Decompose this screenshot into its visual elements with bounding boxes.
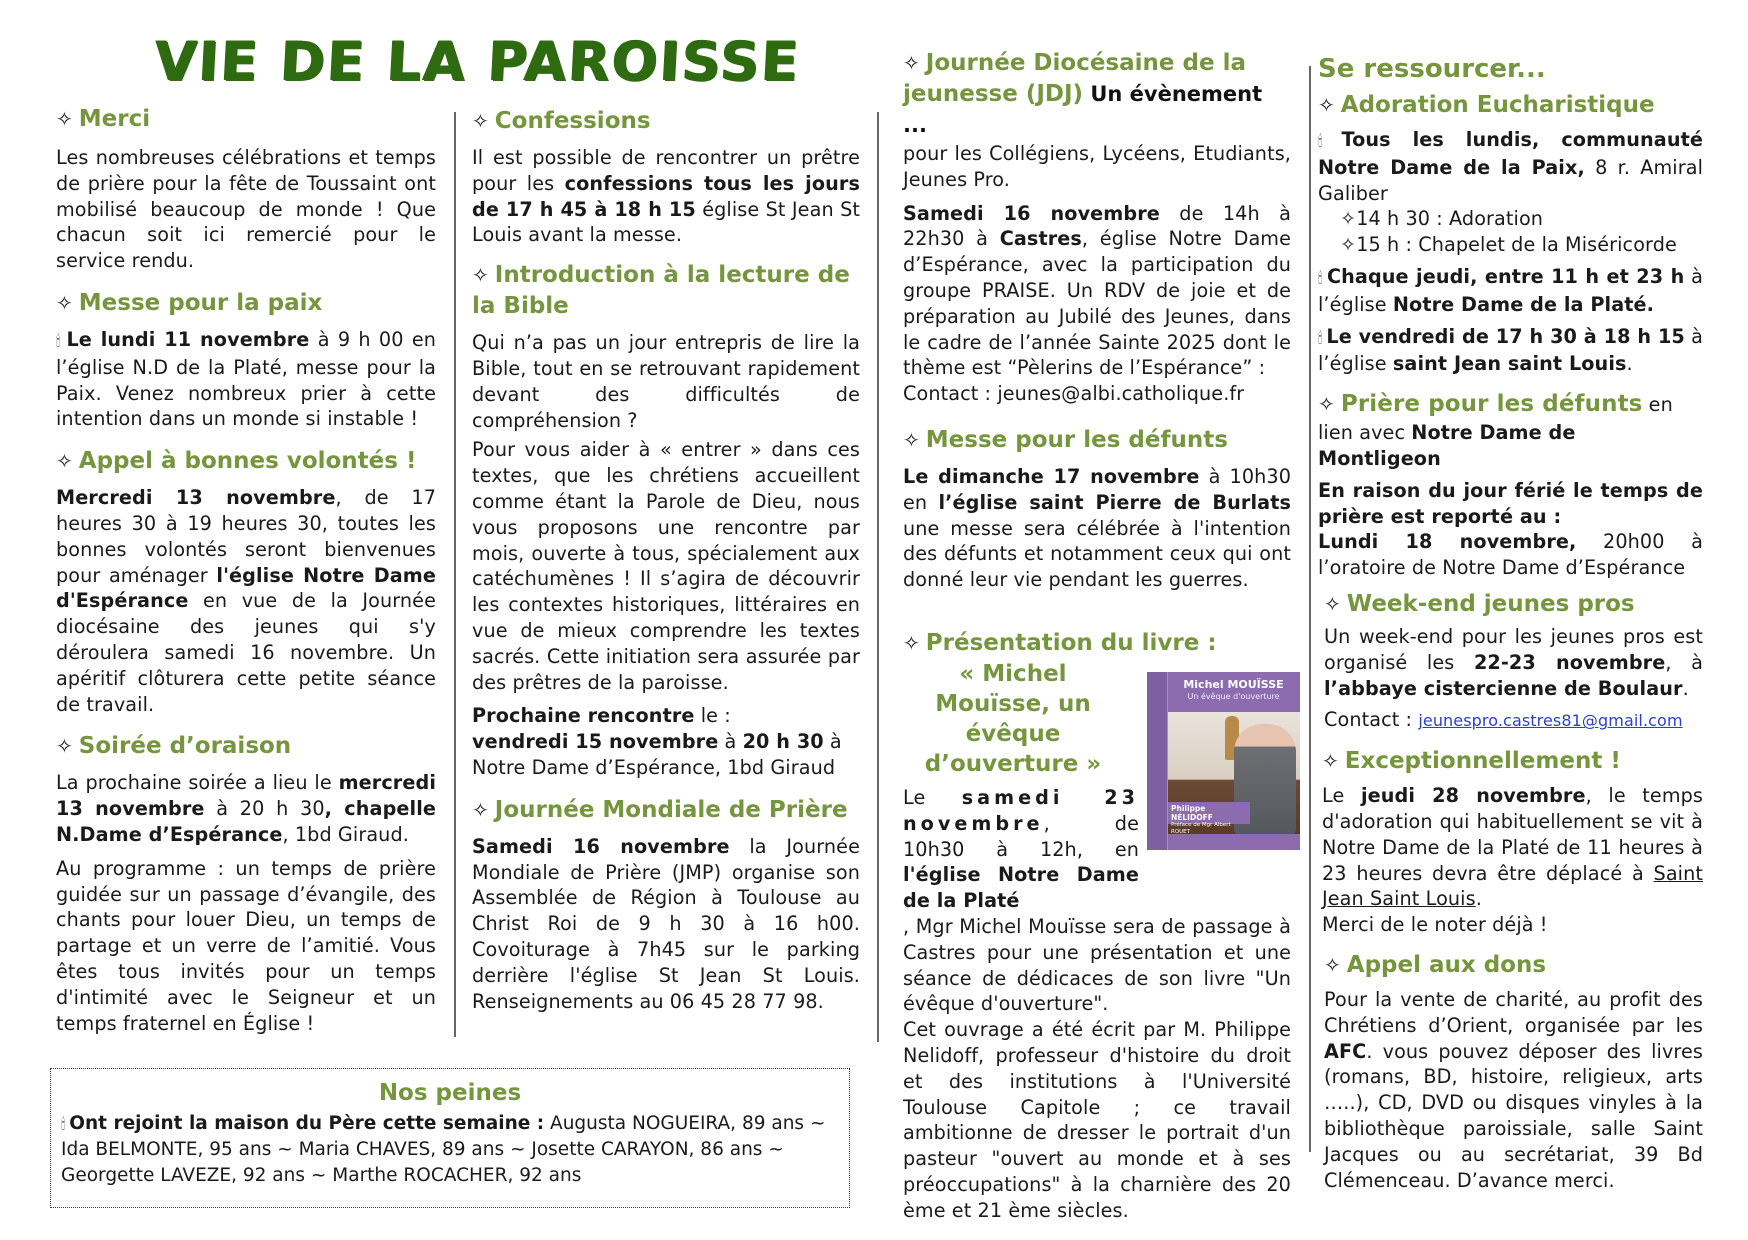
- candle-icon: 🕯: [56, 331, 63, 350]
- bible-intro: Qui n’a pas un jour entrepris de lire la Bible, tout en se retrouvant rapidement devant des difficultés de compréhension ?: [472, 331, 860, 432]
- merci-text: Les nombreuses célébrations et temps de prière pour la fête de Toussaint ont mobilisé beaucoup de monde ! Que chacun soit ici remercié pour le service rendu.: [56, 146, 436, 273]
- column-1: [56, 104, 436, 1036]
- section-messe-defunts: [903, 425, 1291, 593]
- column-divider: [877, 112, 879, 1042]
- section-bible: [472, 260, 860, 781]
- section-heading: ✧ Soirée d’oraison: [56, 733, 292, 760]
- jdj-text: Samedi 16 novembre de 14h à 22h30 à Castres, église Notre Dame d’Espérance, avec la participation du groupe PRAISE. Un RDV de joie et de préparation au Jubilé des Jeunes, dans le cadre de l’année Sainte 2025 dont le thème est “Pèlerins de l’Espérance” :: [903, 201, 1291, 380]
- four-point-star-icon: ✧: [1340, 233, 1357, 257]
- jdj-audience: pour les Collégiens, Lycéens, Etudiants, Jeunes Pro.: [903, 142, 1291, 191]
- nos-peines-box: [50, 1068, 850, 1208]
- jdj-contact[interactable]: Contact : jeunes@albi.catholique.fr: [903, 382, 1245, 406]
- candle-icon: 🕯: [1318, 132, 1338, 150]
- four-point-star-icon: ✧: [1340, 207, 1357, 231]
- four-point-star-icon: ✧: [1322, 749, 1339, 774]
- four-point-star-icon: ✧: [56, 449, 73, 474]
- section-jdj: [903, 48, 1291, 407]
- nos-peines-text: 🕯 Ont rejoint la maison du Père cette semaine : Augusta NOGUEIRA, 89 ans ~ Ida BELMONTE, 95 ans ~ Maria CHAVES, 89 ans ~ Josette CARAYON, 86 ans ~ Georgette LAVEZE, 92 ans ~ Marthe ROCACHER, 92 ans: [61, 1113, 826, 1186]
- section-heading: ✧ Week-end jeunes pros: [1324, 590, 1635, 617]
- four-point-star-icon: ✧: [56, 290, 73, 315]
- section-heading: ✧ Merci: [56, 106, 151, 132]
- section-soiree-oraison: [56, 731, 436, 1036]
- column-3: [903, 48, 1291, 593]
- adoration-jeudi: 🕯 Chaque jeudi, entre 11 h et 23 h à l’église Notre Dame de la Platé.: [1318, 264, 1703, 316]
- nos-peines-heading: Nos peines: [378, 1080, 522, 1106]
- four-point-star-icon: ✧: [1318, 93, 1335, 117]
- dons-text: Pour la vente de charité, au profit des Chrétiens d’Orient, organisée par les AFC. vous pouvez déposer des livres (romans, BD, histoire, religieux, arts …..), CD, DVD ou disques vinyles à la bibliothèque paroissiale, salle Saint Jacques ou au secrétariat, 39 Bd Clémenceau. D’avance merci.: [1324, 987, 1703, 1192]
- section-confessions: [472, 106, 860, 248]
- column-divider: [454, 112, 456, 1037]
- four-point-star-icon: ✧: [56, 734, 73, 759]
- exceptionnellement-text: Le jeudi 28 novembre, le temps d'adoration qui habituellement se vit à Notre Dame de la Platé de 11 heures à 23 heures devra être déplacé à Saint Jean Saint Louis.: [1322, 784, 1704, 911]
- cover-title: Michel MOUÏSSE: [1183, 678, 1284, 691]
- bible-next: Prochaine rencontre le : vendredi 15 novembre à 20 h 30 à Notre Dame d’Espérance, 1bd Giraud: [472, 704, 842, 779]
- livre-ouvrage: Cet ouvrage a été écrit par M. Philippe Nelidoff, professeur d'histoire du droit et des institutions à l'Université Toulouse Capitole ; ce travail ambitionne de dresser le portrait d'un pasteur "ouvert au monde et à ses préoccupations" à la charnière des 20 ème et 21 ème siècles.: [903, 1018, 1291, 1222]
- section-heading: ✧ Adoration Eucharistique: [1318, 92, 1655, 118]
- section-merci: [56, 104, 436, 274]
- section-adoration: [1318, 90, 1703, 377]
- candle-icon: 🕯: [61, 1115, 66, 1133]
- section-heading: ✧ Appel à bonnes volontés !: [56, 448, 417, 475]
- column-2: [472, 106, 860, 1014]
- livre-date: Le samedi 23 novembre, de 10h30 à 12h, en l'église Notre Dame de la Platé: [903, 786, 1139, 913]
- adoration-vendredi: 🕯 Le vendredi de 17 h 30 à 18 h 15 à l’église saint Jean saint Louis.: [1318, 324, 1703, 376]
- candle-icon: 🕯: [1318, 268, 1323, 287]
- four-point-star-icon: ✧: [472, 263, 489, 288]
- four-point-star-icon: ✧: [903, 51, 920, 75]
- adoration-sub-item: ✧14 h 30 : Adoration: [1340, 207, 1544, 231]
- four-point-star-icon: ✧: [903, 631, 920, 655]
- section-appel-volontes: [56, 446, 436, 717]
- section-priere-defunts: [1318, 389, 1703, 581]
- weekend-text: Un week-end pour les jeunes pros est organisé les 22-23 novembre, à l’abbaye cistercienne de Boulaur.: [1324, 624, 1703, 700]
- four-point-star-icon: ✧: [56, 107, 73, 131]
- book-cover-image: [1147, 672, 1300, 850]
- oraison-programme: Au programme : un temps de prière guidée sur un passage d’évangile, des chants pour louer Dieu, un temps de partage et un verre de l’amitié. Vous êtes tous invités pour un temps d'intimité avec le Seigneur et un temps fraternel en Église !: [56, 856, 436, 1035]
- oraison-text: La prochaine soirée a lieu le mercredi 13 novembre à 20 h 30, chapelle N.Dame d’Espérance, 1bd Giraud.: [56, 771, 436, 846]
- weekend-contact: Contact : jeunespro.castres81@gmail.com: [1324, 708, 1683, 732]
- candle-icon: 🕯: [1318, 328, 1323, 347]
- section-heading: ✧ Exceptionnellement !: [1322, 748, 1621, 775]
- appel-text: Mercredi 13 novembre, de 17 heures 30 à 19 heures 30, toutes les bonnes volontés seront bienvenues pour aménager l'église Notre Dame d'Espérance en vue de la Journée diocésaine des jeunes qui s'y déroulera samedi 16 novembre. Un apéritif clôturera cette petite séance de travail.: [56, 486, 436, 716]
- section-heading: ✧ Messe pour la paix: [56, 289, 323, 316]
- book-title-heading: « Michel Mouïsse, un évêque d’ouverture »: [924, 661, 1102, 777]
- contact-email-link[interactable]: jeunespro.castres81@gmail.com: [1418, 711, 1683, 731]
- adoration-lundi: 🕯 Tous les lundis, communauté Notre Dame de la Paix, 8 r. Amiral Galiber: [1318, 128, 1703, 205]
- exceptionnellement-note: Merci de le noter déjà !: [1322, 913, 1548, 937]
- livre-text: , Mgr Michel Mouïsse sera de passage à Castres pour une présentation et une séance de dédicaces de son livre "Un évêque d'ouverture".: [903, 914, 1291, 1016]
- confessions-text: Il est possible de rencontrer un prêtre pour les confessions tous les jours de 17 h 45 à 18 h 15 église St Jean St Louis avant la messe.: [472, 146, 860, 247]
- four-point-star-icon: ✧: [472, 109, 489, 133]
- adoration-sub-item: ✧15 h : Chapelet de la Miséricorde: [1340, 233, 1677, 257]
- section-exceptionnellement: [1318, 746, 1703, 938]
- defunts-text: Le dimanche 17 novembre à 10h30 en l’église saint Pierre de Burlats une messe sera célébrée à l'intention des défunts et notamment ceux qui ont donné leur vie pendant les guerres.: [903, 464, 1292, 592]
- cover-author-band: Philippe NÉLIDOFF Préface de Mgr Albert ROUET: [1168, 802, 1250, 824]
- section-heading: ✧ Journée Mondiale de Prière: [472, 796, 848, 823]
- four-point-star-icon: ✧: [1324, 952, 1341, 977]
- section-jmp: [472, 795, 860, 1015]
- paix-text: 🕯 Le lundi 11 novembre à 9 h 00 en l’église N.D de la Platé, messe pour la Paix. Venez nombreux prier à cette intention dans un monde si instable !: [56, 327, 436, 431]
- section-heading: ✧ Journée Diocésaine de la jeunesse (JDJ) Un évènement ...: [903, 50, 1263, 137]
- section-heading: ✧ Appel aux dons: [1324, 951, 1547, 978]
- section-messe-paix: [56, 288, 436, 432]
- section-heading: ✧ Messe pour les défunts: [903, 426, 1228, 453]
- page-title: VIE DE LA PAROISSE: [153, 30, 802, 93]
- column-4: [1318, 52, 1703, 1193]
- se-ressourcer-title: Se ressourcer...: [1318, 54, 1546, 84]
- book-spine: [1147, 672, 1168, 850]
- section-heading: ✧ Présentation du livre :: [903, 630, 1217, 656]
- jmp-text: Samedi 16 novembre la Journée Mondiale de Prière (JMP) organise son Assemblée de Région à Toulouse au Christ Roi de 9 h 30 à 16 h00. Covoiturage à 7h45 sur le parking derrière l'église St Jean St Louis. Renseignements au 06 45 28 77 98.: [472, 834, 860, 1013]
- priere-heading: ✧ Prière pour les défunts en lien avec Notre Dame de Montligeon: [1318, 391, 1673, 470]
- cover-subtitle: Un évêque d'ouverture: [1187, 692, 1280, 701]
- four-point-star-icon: ✧: [472, 797, 489, 822]
- column-divider: [1309, 66, 1311, 1152]
- four-point-star-icon: ✧: [1318, 392, 1335, 417]
- section-heading: ✧ Introduction à la lecture de la Bible: [472, 262, 850, 320]
- priere-report: En raison du jour férié le temps de prière est reporté au : Lundi 18 novembre, 20h00 à l’oratoire de Notre Dame d’Espérance: [1318, 478, 1704, 580]
- section-heading: ✧ Confessions: [472, 108, 651, 134]
- section-weekend: [1318, 589, 1703, 734]
- four-point-star-icon: ✧: [903, 427, 920, 452]
- section-dons: [1318, 950, 1703, 1193]
- bible-body: Pour vous aider à « entrer » dans ces textes, que les chrétiens accueillent comme étant la Parole de Dieu, nous vous proposons une rencontre par mois, ouverte à tous, spécialement aux catéchumènes ! Il s’agira de découvrir les contextes historiques, littéraires en vue de mieux comprendre les textes sacrés. Cette initiation sera assurée par des prêtres de la paroisse.: [472, 438, 860, 694]
- four-point-star-icon: ✧: [1324, 591, 1341, 616]
